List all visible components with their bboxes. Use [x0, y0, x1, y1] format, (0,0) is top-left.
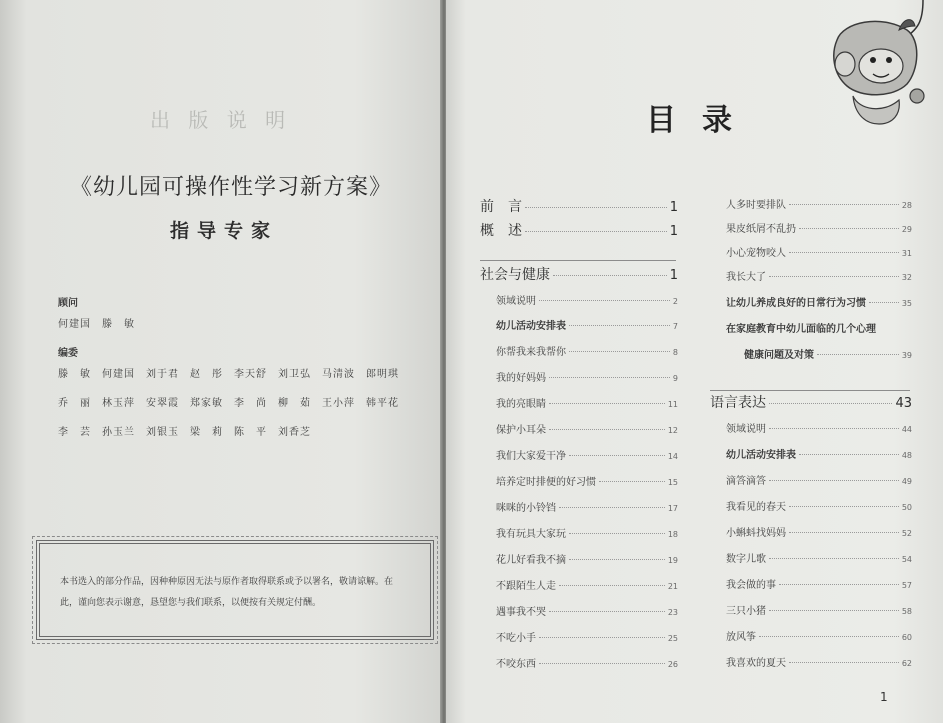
notice-frame	[36, 540, 434, 640]
dot-leader	[553, 275, 667, 276]
dot-leader	[525, 231, 667, 232]
toc-title: 目录	[646, 103, 758, 138]
toc-entry-page: 57	[901, 581, 912, 590]
editors-line: 乔 丽 林玉萍 安翠霞 郑家敏 李 尚 柳 茹 王小萍 韩平花	[58, 398, 399, 409]
toc-entry-title: 概 述	[480, 223, 522, 239]
dot-leader	[769, 403, 892, 404]
toc-entry-page: 44	[901, 425, 912, 434]
dot-leader	[779, 584, 899, 585]
toc-entry	[480, 369, 678, 384]
toc-entry	[710, 196, 912, 211]
toc-entry-page: 35	[901, 299, 912, 308]
toc-entry-title: 滴答滴答	[726, 476, 766, 487]
toc-entry-title: 社会与健康	[480, 267, 550, 283]
toc-entry-page: 15	[667, 478, 678, 487]
toc-entry-title: 领域说明	[496, 296, 536, 307]
toc-entry	[710, 524, 912, 539]
page-number: 1	[880, 690, 888, 704]
toc-entry	[480, 499, 678, 514]
toc-entry	[480, 395, 678, 410]
toc-entry-page: 58	[901, 607, 912, 616]
toc-entry-title: 健康问题及对策	[744, 350, 814, 361]
toc-entry-title: 花儿好看我不摘	[496, 555, 566, 566]
toc-entry-page: 17	[667, 504, 678, 513]
toc-entry	[710, 244, 912, 259]
toc-entry-title: 三只小猪	[726, 606, 766, 617]
editors-line: 滕 敏 何建国 刘于君 赵 彤 李天舒 刘卫弘 马清波 郎明琪	[58, 369, 399, 380]
toc-entry-title: 让幼儿养成良好的日常行为习惯	[726, 298, 866, 309]
credits-block	[58, 290, 428, 452]
toc-entry	[480, 629, 678, 644]
dot-leader	[539, 637, 665, 638]
toc-entry-page: 60	[901, 633, 912, 642]
toc-entry-title: 遇事我不哭	[496, 607, 546, 618]
toc-entry-title: 不吃小手	[496, 633, 536, 644]
dot-leader	[549, 377, 670, 378]
toc-entry-page: 14	[667, 452, 678, 461]
toc-entry-title: 小心宠物咬人	[726, 248, 786, 259]
toc-entry	[710, 268, 912, 283]
right-page	[446, 0, 943, 723]
advisors-names: 何建国 滕 敏	[58, 319, 135, 330]
toc-entry	[480, 292, 678, 307]
dot-leader	[789, 532, 899, 533]
toc-entry	[710, 346, 912, 361]
dot-leader	[525, 207, 667, 208]
toc-entry	[710, 220, 912, 235]
toc-entry-title: 我的好妈妈	[496, 373, 546, 384]
toc-entry	[710, 420, 912, 435]
toc-entry-page: 1	[669, 224, 678, 239]
toc-entry-title: 人多时要排队	[726, 200, 786, 211]
dot-leader	[769, 276, 899, 277]
monkey-illustration	[823, 0, 943, 130]
dot-leader	[769, 428, 899, 429]
toc-entry	[710, 320, 912, 335]
toc-entry-page: 54	[901, 555, 912, 564]
toc-entry-title: 我喜欢的夏天	[726, 658, 786, 669]
toc-entry-page: 9	[672, 374, 678, 383]
toc-entry-page: 26	[667, 660, 678, 669]
toc-entry-title: 培养定时排便的好习惯	[496, 477, 596, 488]
dot-leader	[539, 300, 670, 301]
toc-entry-page: 25	[667, 634, 678, 643]
toc-entry	[710, 550, 912, 565]
toc-entry-title: 你帮我来我帮你	[496, 347, 566, 358]
toc-entry-title: 不跟陌生人走	[496, 581, 556, 592]
toc-entry-page: 50	[901, 503, 912, 512]
toc-entry-page: 48	[901, 451, 912, 460]
toc-entry	[480, 447, 678, 462]
toc-entry	[480, 473, 678, 488]
toc-entry-page: 18	[667, 530, 678, 539]
toc-entry-page: 1	[669, 268, 678, 283]
toc-entry-title: 咪咪的小铃铛	[496, 503, 556, 514]
toc-entry	[710, 446, 912, 461]
toc-entry-title: 我的亮眼睛	[496, 399, 546, 410]
toc-entry-title: 我看见的春天	[726, 502, 786, 513]
dot-leader	[569, 351, 670, 352]
toc-entry-title: 小蝌蚪找妈妈	[726, 528, 786, 539]
toc-entry-page: 31	[901, 249, 912, 258]
toc-entry-page: 7	[672, 322, 678, 331]
dot-leader	[539, 663, 665, 664]
editors-line: 李 芸 孙玉兰 刘银玉 梁 莉 陈 平 刘香芝	[58, 427, 311, 438]
toc-entry	[480, 343, 678, 358]
notice-text: 本书选入的部分作品，因种种原因无法与原作者取得联系或予以署名，敬请谅解。在此，谨向您表示谢意，恳望您与我们联系，以便按有关规定付酬。	[60, 577, 394, 608]
dot-leader	[599, 481, 665, 482]
dot-leader	[817, 354, 899, 355]
dot-leader	[769, 610, 899, 611]
dot-leader	[569, 533, 665, 534]
toc-entry-page: 43	[895, 396, 912, 411]
dot-leader	[569, 325, 670, 326]
dot-leader	[799, 454, 899, 455]
toc-entry-title: 语言表达	[710, 395, 766, 411]
toc-entry-page: 2	[672, 297, 678, 306]
toc-entry-page: 23	[667, 608, 678, 617]
dot-leader	[789, 204, 899, 205]
toc-entry-page: 21	[667, 582, 678, 591]
toc-entry	[710, 472, 912, 487]
toc-entry-title: 保护小耳朵	[496, 425, 546, 436]
dot-leader	[759, 636, 899, 637]
dot-leader	[769, 558, 899, 559]
editors-label: 编委	[58, 348, 78, 359]
toc-entry-title: 幼儿活动安排表	[726, 450, 796, 461]
dot-leader	[549, 429, 665, 430]
toc-entry-page: 39	[901, 351, 912, 360]
toc-entry-title: 前 言	[480, 199, 522, 215]
dot-leader	[789, 506, 899, 507]
experts-heading: 指导专家	[170, 220, 279, 242]
toc-entry-title: 不咬东西	[496, 659, 536, 670]
toc-section	[480, 196, 678, 216]
toc-entry	[710, 294, 912, 309]
toc-entry	[480, 577, 678, 592]
toc-entry-title: 我有玩具大家玩	[496, 529, 566, 540]
dot-leader	[869, 302, 899, 303]
toc-entry	[480, 421, 678, 436]
toc-entry-page: 1	[669, 200, 678, 215]
toc-entry	[480, 655, 678, 670]
toc-section	[480, 264, 678, 284]
toc-entry-title: 我会做的事	[726, 580, 776, 591]
bleed-through-text: 出 版 说 明	[150, 108, 292, 132]
toc-entry	[710, 628, 912, 643]
toc-entry-page: 29	[901, 225, 912, 234]
dot-leader	[569, 455, 665, 456]
left-page	[0, 0, 443, 723]
toc-entry-page: 62	[901, 659, 912, 668]
toc-section	[710, 392, 912, 412]
section-divider	[480, 260, 676, 261]
toc-entry-page: 49	[901, 477, 912, 486]
toc-entry	[710, 654, 912, 669]
toc-entry-title: 在家庭教育中幼儿面临的几个心理	[726, 324, 876, 335]
toc-entry-page: 19	[667, 556, 678, 565]
dot-leader	[789, 252, 899, 253]
toc-entry-title: 放风筝	[726, 632, 756, 643]
section-divider	[710, 390, 910, 391]
toc-entry-title: 我们大家爱干净	[496, 451, 566, 462]
toc-entry-page: 8	[672, 348, 678, 357]
toc-entry-title: 数字儿歌	[726, 554, 766, 565]
toc-section	[480, 220, 678, 240]
toc-entry-page: 32	[901, 273, 912, 282]
toc-entry	[710, 602, 912, 617]
dot-leader	[549, 403, 665, 404]
dot-leader	[559, 585, 665, 586]
toc-entry-page: 28	[901, 201, 912, 210]
dot-leader	[799, 228, 899, 229]
dot-leader	[559, 507, 665, 508]
toc-entry	[480, 603, 678, 618]
toc-entry	[480, 525, 678, 540]
toc-entry-page: 52	[901, 529, 912, 538]
toc-entry-title: 果皮纸屑不乱扔	[726, 224, 796, 235]
toc-entry-title: 我长大了	[726, 272, 766, 283]
toc-entry-title: 领域说明	[726, 424, 766, 435]
dot-leader	[569, 559, 665, 560]
toc-entry-page: 12	[667, 426, 678, 435]
book-title: 《幼儿园可操作性学习新方案》	[70, 175, 393, 200]
toc-entry-title: 幼儿活动安排表	[496, 321, 566, 332]
toc-entry	[480, 317, 678, 332]
dot-leader	[789, 662, 899, 663]
advisors-label: 顾问	[58, 298, 78, 309]
dot-leader	[549, 611, 665, 612]
toc-entry-page: 11	[667, 400, 678, 409]
toc-entry	[710, 498, 912, 513]
toc-entry	[710, 576, 912, 591]
toc-entry	[480, 551, 678, 566]
dot-leader	[769, 480, 899, 481]
